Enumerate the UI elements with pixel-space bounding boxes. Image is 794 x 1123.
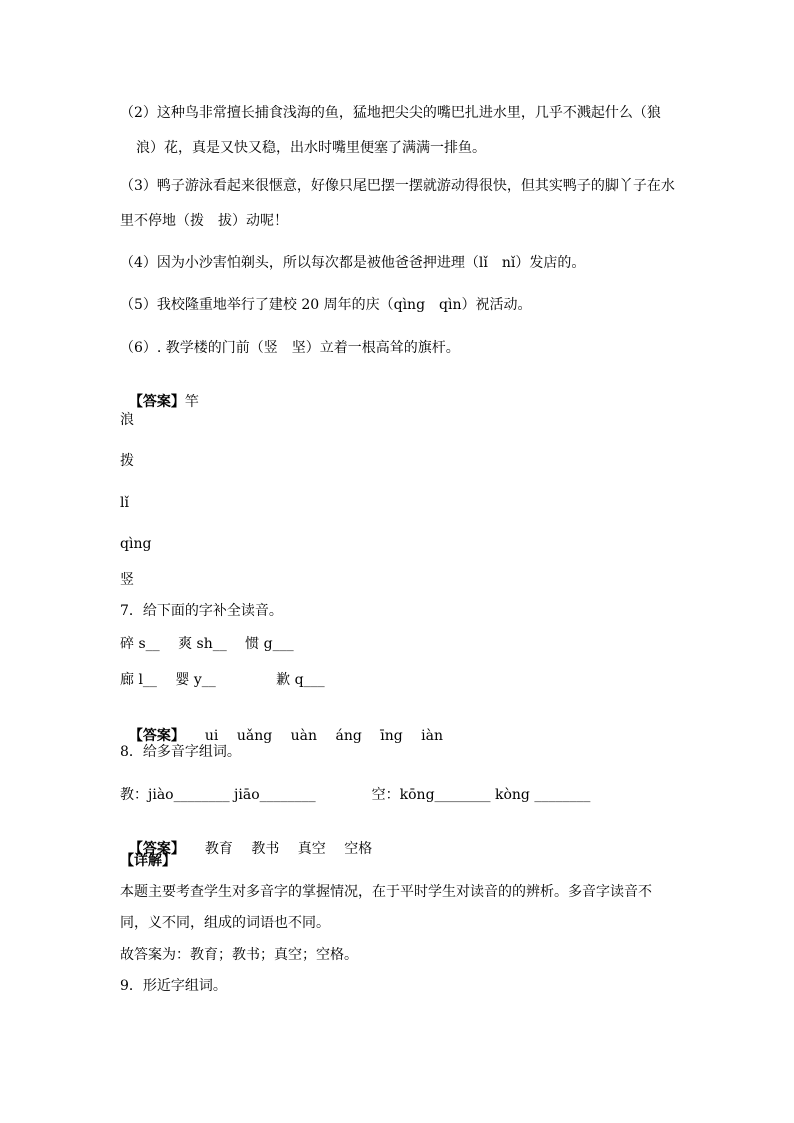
q6-answer-1: 浪 [120, 412, 134, 428]
q9-title: 9．形近字组词。 [120, 978, 227, 994]
q7-row-1: 碎 s__ 爽 sh__ 惯 g___ [120, 636, 294, 652]
answer-value: 竿 [184, 394, 199, 410]
answer-label: 【答案】 [128, 841, 185, 857]
answer-label: 【答案】 [128, 394, 185, 410]
q6-answer-5: 竖 [120, 572, 134, 588]
q7-title: 7．给下面的字补全读音。 [120, 603, 283, 619]
q6-item-5: （5）我校隆重地举行了建校 20 周年的庆（qìng qìn）祝活动。 [120, 297, 532, 313]
q6-item-2-line1: （2）这种鸟非常擅长捕食浅海的鱼，猛地把尖尖的嘴巴扎进水里，几乎不溅起什么（狼 [120, 105, 661, 121]
q6-item-2-line2: 浪）花，真是又快又稳，出水时嘴里便塞了满满一排鱼。 [136, 140, 486, 156]
q7-answer-line [120, 706, 443, 746]
q6-item-3-line1: （3）鸭子游泳看起来很惬意，好像只尾巴摆一摆就游动得很快，但其实鸭子的脚丫子在水 [120, 178, 675, 194]
detail-line-1: 本题主要考查学生对多音字的掌握情况，在于平时学生对读音的的辨析。多音字读音不 [120, 884, 652, 900]
answer-label: 【答案】 [128, 728, 185, 744]
q8-title: 8．给多音字组词。 [120, 744, 241, 760]
q7-row-2: 廊 l__ 婴 y__ 歉 q___ [120, 672, 325, 688]
q6-answer-3: lǐ [120, 495, 129, 511]
detail-conclusion: 故答案为：教育；教书；真空；空格。 [120, 947, 358, 963]
answer-value: ui uǎng uàn áng īng iàn [204, 728, 443, 744]
answer-value: 教育 教书 真空 空格 [204, 841, 373, 857]
detail-label: 【详解】 [120, 853, 176, 869]
q6-answer-4: qìng [120, 536, 152, 552]
q6-answer-2: 拨 [120, 453, 134, 469]
q6-answer-line [120, 372, 199, 412]
q6-item-3-line2: 里不停地（拨 拔）动呢！ [120, 213, 288, 229]
q6-item-4: （4）因为小沙害怕剃头，所以每次都是被他爸爸押进理（lǐ nǐ）发店的。 [120, 255, 586, 271]
detail-line-2: 同，义不同，组成的词语也不同。 [120, 915, 330, 931]
q6-item-6: （6）. 教学楼的门前（竖 坚）立着一根高耸的旗杆。 [120, 340, 460, 356]
q8-row: 教：jiào________ jiāo________ 空：kōng________ kòng ________ [120, 787, 591, 803]
